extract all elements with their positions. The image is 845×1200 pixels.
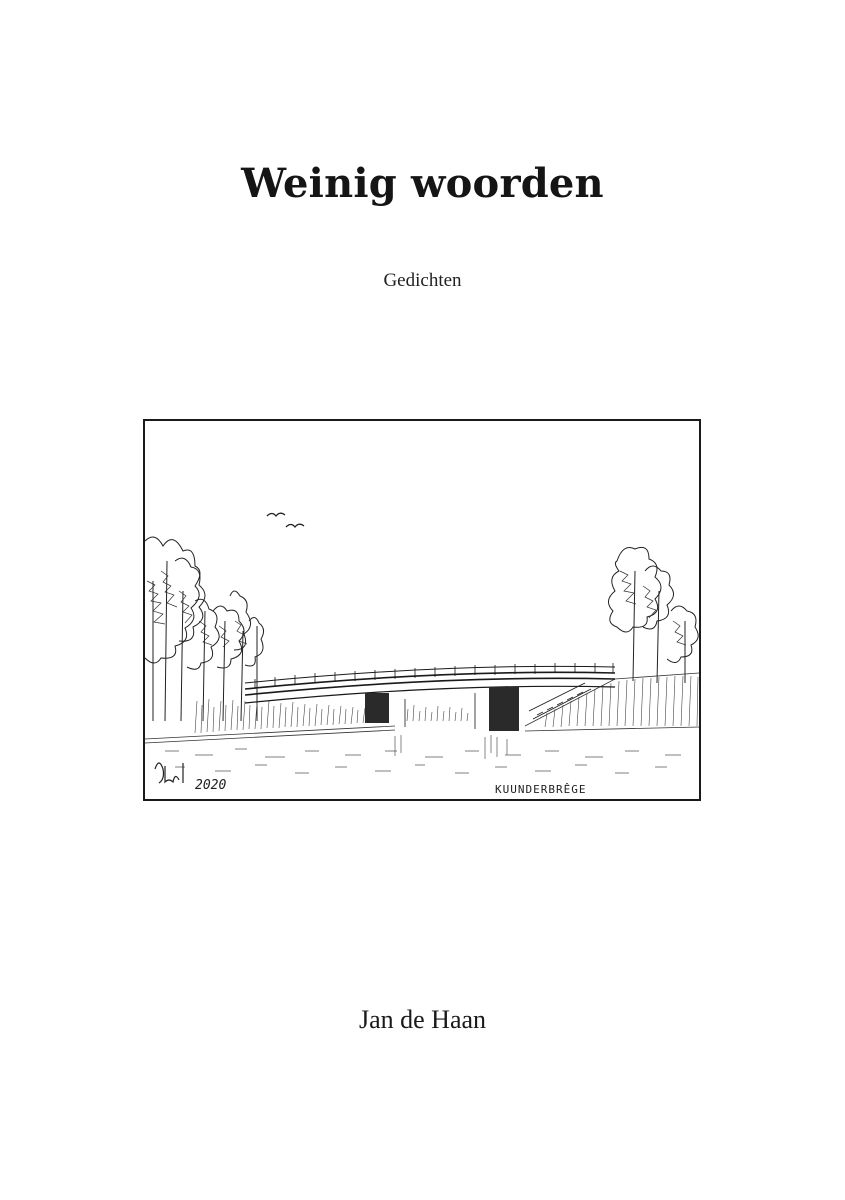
book-author: Jan de Haan: [358, 1005, 487, 1034]
right-trees-icon: [608, 547, 698, 683]
water-icon: [165, 735, 681, 773]
bridge-icon: [245, 663, 615, 731]
artist-signature: [155, 763, 183, 783]
book-title: Weinig woorden: [241, 160, 604, 207]
bridge-drawing: [145, 421, 699, 799]
left-trees-icon: [145, 537, 264, 721]
illustration-caption: KUUNDERBRÊGE: [495, 783, 587, 796]
book-subtitle: Gedichten: [383, 270, 462, 291]
birds-icon: [267, 513, 304, 527]
bridge-illustration: [143, 419, 701, 801]
signature-year: 2020: [195, 778, 227, 793]
